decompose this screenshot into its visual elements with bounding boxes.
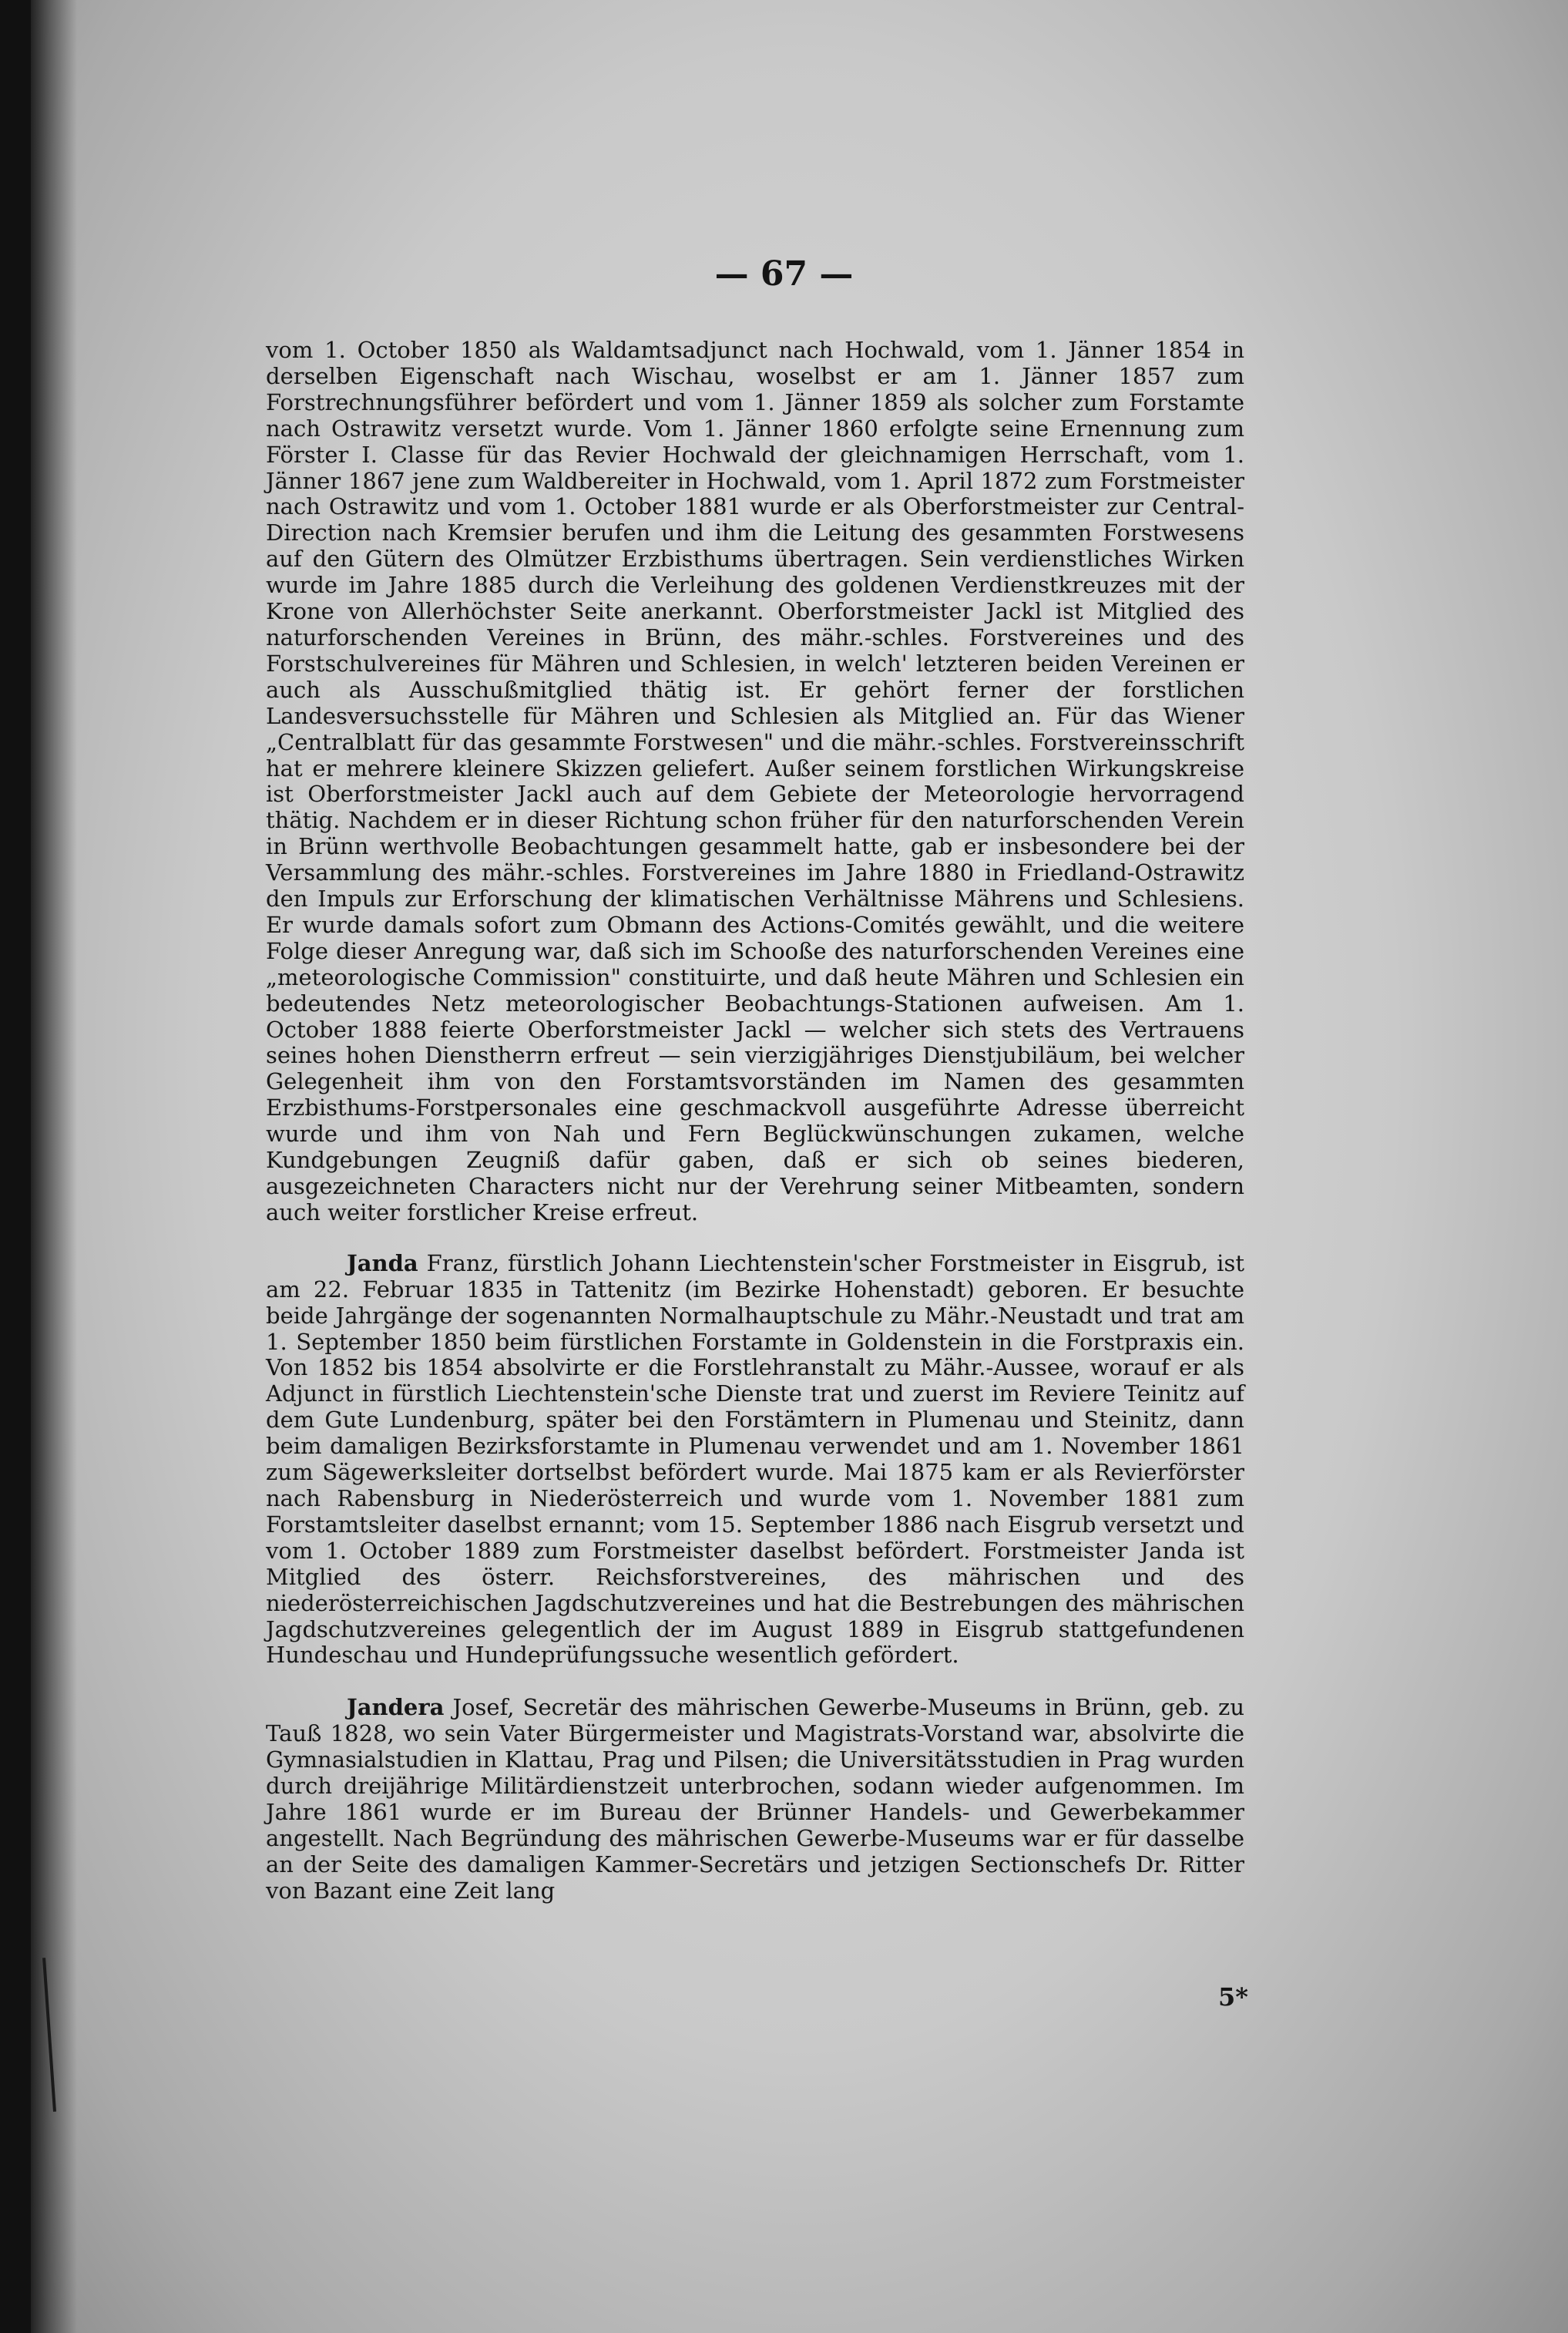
page-edge-shadow	[31, 0, 77, 2333]
paragraph-jandera	[266, 1695, 1244, 1904]
page-number: — 67 —	[714, 254, 854, 294]
paragraph-jackl-continuation	[266, 338, 1244, 1226]
paragraph-text: Franz, fürstlich Johann Liechtenstein'scher Forstmeister in Eisgrub, ist am 22. Februar 1835 in Tattenitz (im Bezirke Hohenstadt) geboren. Er besuchte beide Jahrgänge der sogenannten Normalhauptschule zu Mähr.-Neustadt und trat am 1. September 1850 beim fürstlichen Forstamte in Goldenstein in die Forstpraxis ein. Von 1852 bis 1854 absolvirte er die Forstlehranstalt zu Mähr.-Aussee, worauf er als Adjunct in fürstlich Liechtenstein'sche Dienste trat und zuerst im Reviere Teinitz auf dem Gute Lundenburg, später bei den Forstämtern in Plumenau und Steinitz, dann beim damaligen Bezirksforstamte in Plumenau verwendet und am 1. November 1861 zum Sägewerksleiter dortselbst befördert wurde. Mai 1875 kam er als Revierförster nach Rabensburg in Niederösterreich und wurde vom 1. November 1881 zum Forstamtsleiter daselbst ernannt; vom 15. September 1886 nach Eisgrub versetzt und vom 1. October 1889 zum Forstmeister daselbst befördert. Forstmeister Janda ist Mitglied des österr. Reichsforstvereines, des mährischen und des niederösterreichischen Jagdschutzvereines und hat die Bestrebungen des mährischen Jagdschutzvereines gelegentlich der im August 1889 in Eisgrub stattgefundenen Hundeschau und Hundeprüfungssuche wesentlich gefördert.	[266, 1249, 1244, 1669]
entry-name: Jandera	[347, 1694, 445, 1721]
paragraph-text: vom 1. October 1850 als Waldamtsadjunct nach Hochwald, vom 1. Jänner 1854 in derselben Eigenschaft nach Wischau, woselbst er am 1. Jänner 1857 zum Forstrechnungsführer befördert und vom 1. Jänner 1859 als solcher zum Forstamte nach Ostrawitz versetzt wurde. Vom 1. Jänner 1860 erfolgte seine Ernennung zum Förster I. Classe für das Revier Hochwald der gleichnamigen Herrschaft, vom 1. Jänner 1867 jene zum Waldbereiter in Hochwald, vom 1. April 1872 zum Forstmeister nach Ostrawitz und vom 1. October 1881 wurde er als Oberforstmeister zur Central-Direction nach Kremsier berufen und ihm die Leitung des gesammten Forstwesens auf den Gütern des Olmützer Erzbisthums übertragen. Sein verdienstliches Wirken wurde im Jahre 1885 durch die Verleihung des goldenen Verdienstkreuzes mit der Krone von Allerhöchster Seite anerkannt. Oberforstmeister Jackl ist Mitglied des naturforschenden Vereines in Brünn, des mähr.-schles. Forstvereines und des Forstschulvereines für Mähren und Schlesien, in welch' letzteren beiden Vereinen er auch als Ausschußmitglied thätig ist. Er gehört ferner der forstlichen Landesversuchsstelle für Mähren und Schlesien als Mitglied an. Für das Wiener „Centralblatt für das gesammte Forstwesen" und die mähr.-schles. Forstvereinsschrift hat er mehrere kleinere Skizzen geliefert. Außer seinem forstlichen Wirkungskreise ist Oberforstmeister Jackl auch auf dem Gebiete der Meteorologie hervorragend thätig. Nachdem er in dieser Richtung schon früher für den naturforschenden Verein in Brünn werthvolle Beobachtungen gesammelt hatte, gab er insbesondere bei der Versammlung des mähr.-schles. Forstvereines im Jahre 1880 in Friedland-Ostrawitz den Impuls zur Erforschung der klimatischen Verhältnisse Mährens und Schlesiens. Er wurde damals sofort zum Obmann des Actions-Comités gewählt, und die weitere Folge dieser Anregung war, daß sich im Schooße des naturforschenden Vereines eine „meteorologische Commission" constituirte, und daß heute Mähren und Schlesien ein bedeutendes Netz meteorologischer Beobachtungs-Stationen aufweisen. Am 1. October 1888 feierte Oberforstmeister Jackl — welcher sich stets des Vertrauens seines hohen Dienstherrn erfreut — sein vierzigjähriges Dienstjubiläum, bei welcher Gelegenheit ihm von den Forstamtsvorständen im Namen des gesammten Erzbisthums-Forstpersonales eine geschmackvoll ausgeführte Adresse überreicht wurde und ihm von Nah und Fern Beglückwünschungen zukamen, welche Kundgebungen Zeugniß dafür gaben, daß er sich ob seines biederen, ausgezeichneten Characters nicht nur der Verehrung seiner Mitbeamten, sondern auch weiter forstlicher Kreise erfreut.	[266, 337, 1244, 1225]
paragraph-janda	[266, 1251, 1244, 1669]
paragraph-text: Josef, Secretär des mährischen Gewerbe-Museums in Brünn, geb. zu Tauß 1828, wo sein Vater Bürgermeister und Magistrats-Vorstand war, absolvirte die Gymnasialstudien in Klattau, Prag und Pilsen; die Universitätsstudien in Prag wurden durch dreijährige Militärdienstzeit unterbrochen, sodann wieder aufgenommen. Im Jahre 1861 wurde er im Bureau der Brünner Handels- und Gewerbekammer angestellt. Nach Begründung des mährischen Gewerbe-Museums war er für dasselbe an der Seite des damaligen Kammer-Secretärs und jetzigen Sectionschefs Dr. Ritter von Bazant eine Zeit lang	[266, 1694, 1244, 1904]
signature-mark: 5*	[1218, 1982, 1248, 2012]
entry-name: Janda	[347, 1249, 418, 1276]
body-text	[266, 338, 1244, 1904]
